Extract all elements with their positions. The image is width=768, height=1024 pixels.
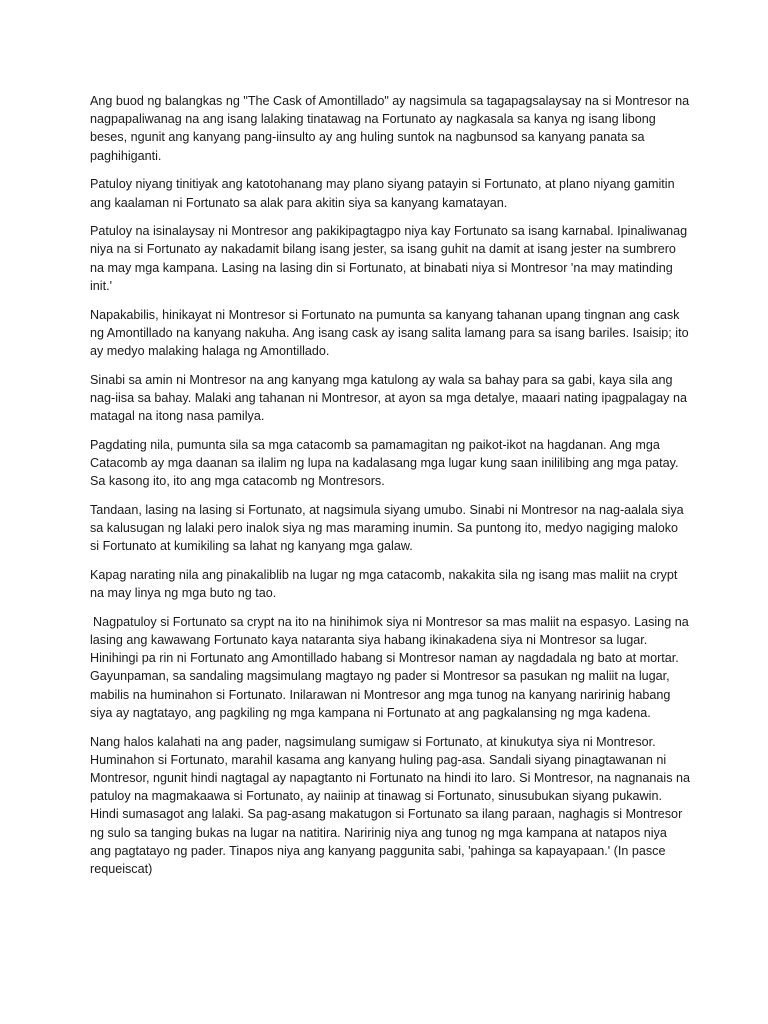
paragraph-8: Kapag narating nila ang pinakaliblib na lugar ng mga catacomb, nakakita sila ng isang mas maliit na crypt na may linya ng mga buto ng tao. <box>90 567 678 601</box>
paragraph-3: Patuloy na isinalaysay ni Montresor ang pakikipagtagpo niya kay Fortunato sa isang karnabal. Ipinaliwanag niya na si Fortunato ay nakadamit bilang isang jester, sa isang guhit na damit at isang jester na sumbrero na may mga kampana. Lasing na lasing din si Fortunato, at binabati niya si Montresor 'na may matinding init.' <box>90 224 688 293</box>
paragraph-7: Tandaan, lasing na lasing si Fortunato, at nagsimula siyang umubo. Sinabi ni Montresor na nag-aalala siya sa kalusugan ng lalaki pero inalok siya ng mas maraming inumin. Sa puntong ito, medyo nagiging maloko si Fortunato at kumikiling sa lahat ng kanyang mga galaw. <box>90 502 684 554</box>
paragraph-1: Ang buod ng balangkas ng "The Cask of Amontillado" ay nagsimula sa tagapagsalaysay na si Montresor na nagpapaliwanag na ang isang lalaking tinatawag na Fortunato ay nagkasala sa kanya ng isang libong beses, ngunit ang kanyang pang-iinsulto ay ang huling suntok na nagbunsod sa kanyang panata sa paghihiganti. <box>90 94 690 163</box>
paragraph-5: Sinabi sa amin ni Montresor na ang kanyang mga katulong ay wala sa bahay para sa gabi, kaya sila ang nag-iisa sa bahay. Malaki ang tahanan ni Montresor, at ayon sa mga detalye, maaari nating ipagpalagay na matagal na itong nasa pamilya. <box>90 372 687 424</box>
paragraph-6: Pagdating nila, pumunta sila sa mga catacomb sa pamamagitan ng paikot-ikot na hagdanan. Ang mga Catacomb ay mga daanan sa ilalim ng lupa na kadalasang mga lugar kung saan inililibing ang mga patay. Sa kasong ito, ito ang mga catacomb ng Montresors. <box>90 437 679 489</box>
paragraph-9: Nagpatuloy si Fortunato sa crypt na ito na hinihimok siya ni Montresor sa mas maliit na espasyo. Lasing na lasing ang kawawang Fortunato kaya nataranta siya habang ikinakadena siya ni Montresor sa lugar. Hinihingi pa rin ni Fortunato ang Amontillado habang si Montresor naman ay nagdadala ng bato at mortar. Gayunpaman, sa sandaling magsimulang magtayo ng pader si Montresor sa pasukan ng maliit na lugar, mabilis na huminahon si Fortunato. Inilarawan ni Montresor ang mga tunog na kanyang naririnig habang siya ay nagtatayo, ang pagkiling ng mga kampana ni Fortunato at ang pagkalansing ng mga kadena. <box>90 614 689 720</box>
paragraph-4: Napakabilis, hinikayat ni Montresor si Fortunato na pumunta sa kanyang tahanan upang tingnan ang cask ng Amontillado na kanyang nakuha. Ang isang cask ay isang salita lamang para sa isang bariles. Isaisip; ito ay medyo malaking halaga ng Amontillado. <box>90 307 689 358</box>
document-page <box>90 92 690 889</box>
paragraph-2: Patuloy niyang tinitiyak ang katotohanang may plano siyang patayin si Fortunato, at plano niyang gamitin ang kaalaman ni Fortunato sa alak para akitin siya sa kanyang kamatayan. <box>90 177 675 210</box>
paragraph-10: Nang halos kalahati na ang pader, nagsimulang sumigaw si Fortunato, at kinukutya siya ni Montresor. Huminahon si Fortunato, marahil kasama ang kanyang huling pag-asa. Sandali siyang pinagtawanan ni Montresor, ngunit hindi nagtagal ay napagtanto ni Fortunato na hindi ito laro. Si Montresor, na nagnanais na patuloy na magmakaawa si Fortunato, ay naiinip at tinawag si Fortunato, sinusubukan siyang pukawin. Hindi sumasagot ang lalaki. Sa pag-asang makatugon si Fortunato sa ilang paraan, naghagis si Montresor ng sulo sa tanging bukas na lugar na natitira. Naririnig niya ang tunog ng mga kampana at natapos niya ang pagtatayo ng pader. Tinapos niya ang kanyang paggunita sabi, 'pahinga sa kapayapaan.' (In pasce requeiscat) <box>90 734 691 877</box>
